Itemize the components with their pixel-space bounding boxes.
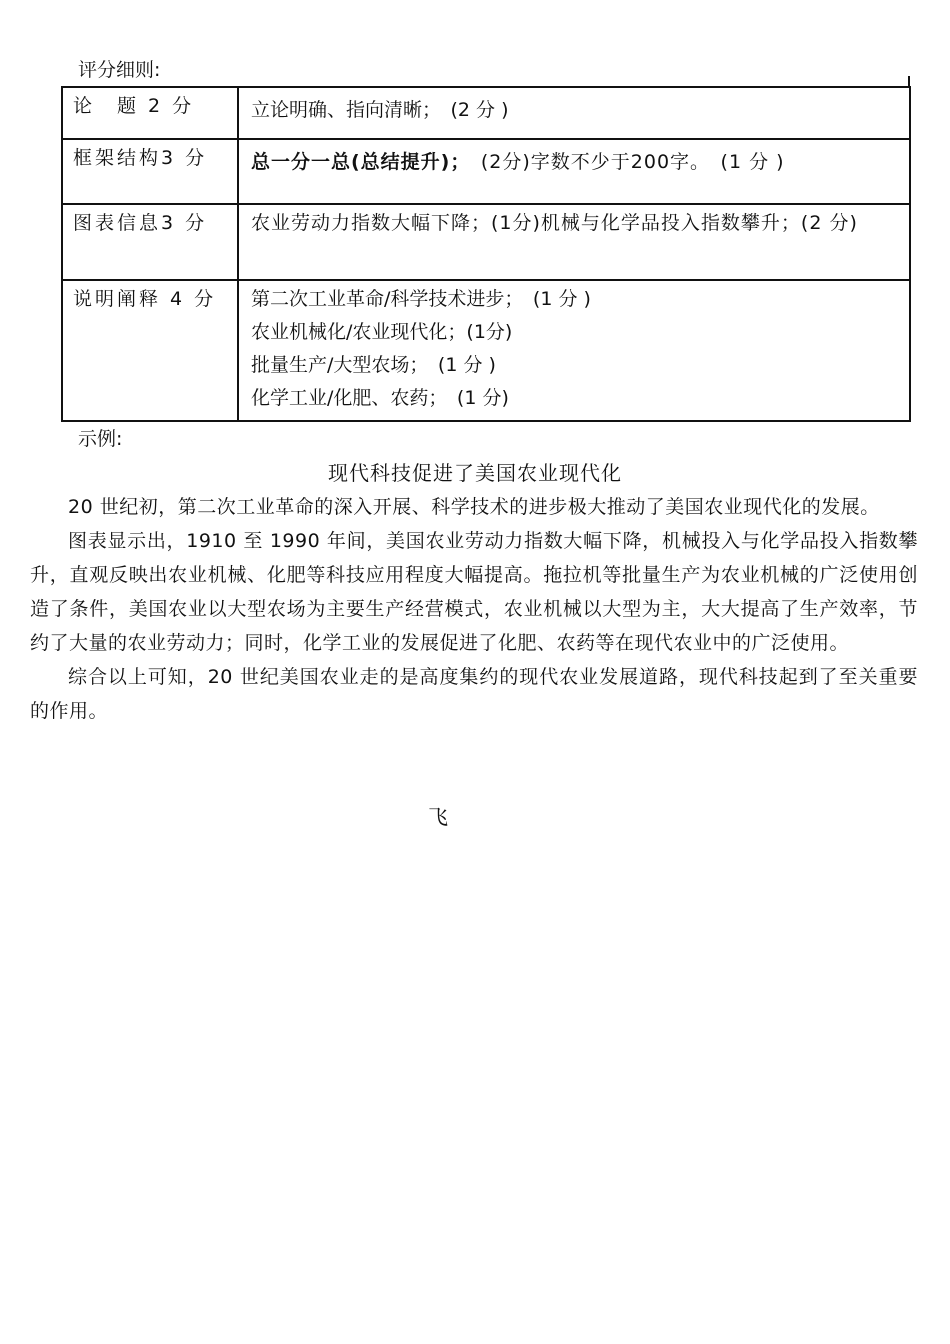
rubric-content: [238, 204, 910, 280]
rubric-table: [61, 86, 911, 422]
rubric-label: 论 题 2 分: [62, 87, 238, 139]
rubric-criterion: 立论明确、指向清晰； (2 分 ): [251, 99, 509, 121]
example-label: 示例:: [78, 428, 123, 450]
rubric-label: 说明阐释 4 分: [62, 280, 238, 421]
rubric-label: 框架结构3 分: [62, 139, 238, 204]
rubric-criterion: [251, 146, 901, 179]
rubric-criterion-rest: (2分)字数不少于200字。 (1 分 ): [460, 151, 785, 173]
rubric-row-structure: [62, 139, 910, 204]
essay-title: 现代科技促进了美国农业现代化: [328, 461, 622, 485]
essay-paragraph: 图表显示出，1910 至 1990 年间，美国农业劳动力指数大幅下降，机械投入与化学品投入指数攀升，直观反映出农业机械、化肥等科技应用程度大幅提高。拖拉机等批量生产为农业机械的广泛使用创造了条件，美国农业以大型农场为主要生产经营模式，农业机械以大型为主，大大提高了生产效率，节约了大量的农业劳动力；同时，化学工业的发展促进了化肥、农药等在现代农业中的广泛使用。: [30, 530, 918, 654]
rubric-criterion: 农业机械化/农业现代化；(1分): [251, 321, 513, 343]
rubric-row-chart-info: [62, 204, 910, 280]
essay-paragraph: 20 世纪初，第二次工业革命的深入开展、科学技术的进步极大推动了美国农业现代化的发展。: [68, 496, 880, 518]
essay-paragraph: 综合以上可知，20 世纪美国农业走的是高度集约的现代农业发展道路，现代科技起到了至关重要的作用。: [30, 666, 918, 722]
rubric-criterion: 第二次工业革命/科学技术进步； (1 分 ): [251, 288, 591, 310]
rubric-criterion: 农业劳动力指数大幅下降；(1分)机械与化学品投入指数攀升；(2 分): [251, 212, 858, 234]
rubric-heading: 评分细则:: [78, 59, 161, 81]
rubric-criterion: 化学工业/化肥、农药； (1 分): [251, 387, 509, 409]
rubric-criterion: 批量生产/大型农场； (1 分 ): [251, 354, 496, 376]
rubric-criterion-bold: 总一分一总(总结提升)；: [251, 151, 461, 173]
rubric-row-explanation: [62, 280, 910, 421]
rubric-row-thesis: [62, 87, 910, 139]
rubric-content: [238, 139, 910, 204]
rubric-label: 图表信息3 分: [62, 204, 238, 280]
rubric-content: [238, 87, 910, 139]
footer-mark: 飞: [428, 805, 448, 829]
essay-body: [30, 490, 918, 728]
rubric-content: [238, 280, 910, 421]
